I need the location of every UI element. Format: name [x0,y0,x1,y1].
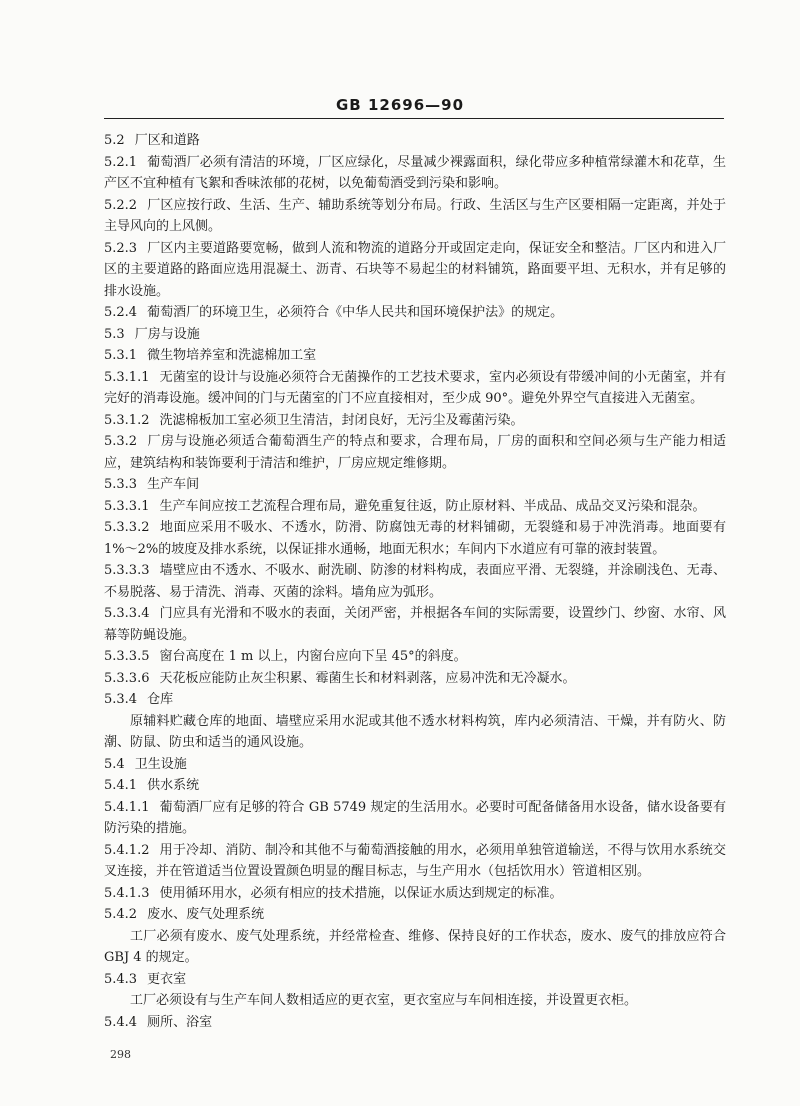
section-text: 葡萄酒厂应有足够的符合 GB 5749 规定的生活用水。必要时可配备储备用水设备，储水设备要有防污染的措施。 [104,799,726,836]
section-paragraph [104,603,726,646]
section-text: 厕所、浴室 [147,1014,213,1030]
section-text: 工厂必须设有与生产车间人数相适应的更衣室，更衣室应与车间相连接，并设置更衣柜。 [130,993,638,1008]
section-paragraph [104,990,726,1012]
section-paragraph [104,926,726,969]
section-number: 5.3.4 [104,692,138,707]
section-text: 窗台高度在 1 m 以上，内窗台应向下呈 45°的斜度。 [159,649,467,664]
section-number: 5.3 [104,326,125,342]
section-paragraph [104,1012,726,1034]
section-paragraph [104,711,726,754]
section-number: 5.3.1 [104,348,138,363]
section-text: 厂区应按行政、生活、生产、辅助系统等划分布局。行政、生活区与生产区要相隔一定距离，并处于主导风向的上风侧。 [104,197,726,234]
section-text: 生产车间应按工艺流程合理布局，避免重复往返，防止原材料、半成品、成品交叉污染和混杂。 [159,498,706,514]
section-number: 5.4.1.3 [104,885,150,901]
section-text: 天花板应能防止灰尘积累、霉菌生长和材料剥落，应易冲洗和无冷凝水。 [159,670,576,686]
section-number: 5.4.1 [104,778,138,793]
section-paragraph [104,689,726,711]
section-paragraph [104,496,726,518]
section-text: 厂房与设施 [134,326,200,342]
section-text: 更衣室 [147,971,187,987]
page-number: 298 [110,1048,131,1061]
section-paragraph [104,668,726,690]
section-number: 5.3.1.1 [104,369,150,385]
section-number: 5.4.1.1 [104,799,150,815]
section-text: 用于冷却、消防、制冷和其他不与葡萄酒接触的用水，必须用单独管道输送，不得与饮用水系统交叉连接，并在管道适当位置设置颜色明显的醒目标志，与生产用水（包括饮用水）管道相区别。 [104,842,726,879]
section-number: 5.4 [104,756,125,772]
section-number: 5.3.3.2 [104,520,150,535]
section-number: 5.3.2 [104,434,138,449]
section-number: 5.3.1.2 [104,412,150,428]
section-paragraph [104,840,726,883]
section-number: 5.2.3 [104,240,138,256]
section-text: 原辅料贮藏仓库的地面、墙壁应采用水泥或其他不透水材料构筑，库内必须清洁、干燥，并有防火、防潮、防鼠、防虫和适当的通风设施。 [104,713,726,750]
section-number: 5.3.3.6 [104,670,150,686]
section-paragraph [104,324,726,346]
section-paragraph [104,646,726,668]
section-paragraph [104,152,726,195]
document-body [104,130,726,1033]
section-paragraph [104,130,726,152]
header-rule [104,118,724,119]
section-text: 地面应采用不吸水、不透水，防滑、防腐蚀无毒的材料铺砌，无裂缝和易于冲洗消毒。地面要有1%～2%的坡度及排水系统，以保证排水通畅，地面无积水；车间内下水道应有可靠的液封装置。 [104,520,726,557]
section-paragraph [104,474,726,496]
section-paragraph [104,410,726,432]
section-text: 门应具有光滑和不吸水的表面，关闭严密，并根据各车间的实际需要，设置纱门、纱窗、水帘、风幕等防蝇设施。 [104,606,726,643]
section-number: 5.2.2 [104,197,138,213]
section-number: 5.3.3.3 [104,563,150,578]
section-paragraph [104,238,726,303]
section-number: 5.3.3.5 [104,649,150,664]
section-text: 供水系统 [147,778,200,793]
section-paragraph [104,345,726,367]
section-paragraph [104,797,726,840]
section-number: 5.3.3.4 [104,606,150,621]
section-paragraph [104,517,726,560]
section-text: 厂区和道路 [134,133,200,148]
section-text: 葡萄酒厂的环境卫生，必须符合《中华人民共和国环境保护法》的规定。 [147,305,564,320]
section-paragraph [104,883,726,905]
section-paragraph [104,775,726,797]
section-paragraph [104,560,726,603]
section-number: 5.4.4 [104,1014,138,1030]
section-text: 洗滤棉板加工室必须卫生清洁，封闭良好，无污尘及霉菌污染。 [159,412,524,428]
section-number: 5.2.4 [104,305,138,320]
standard-number-header: GB 12696—90 [335,96,465,114]
section-paragraph [104,431,726,474]
section-text: 工厂必须有废水、废气处理系统，并经常检查、维修、保持良好的工作状态，废水、废气的排放应符合 GBJ 4 的规定。 [104,928,726,965]
section-text: 使用循环用水，必须有相应的技术措施，以保证水质达到规定的标准。 [159,885,563,901]
section-number: 5.3.3.1 [104,498,150,514]
section-text: 无菌室的设计与设施必须符合无菌操作的工艺技术要求，室内必须设有带缓冲间的小无菌室，并有完好的消毒设施。缓冲间的门与无菌室的门不应直接相对，至少成 90°。避免外界空气直接进入无菌室。 [104,369,726,406]
section-text: 卫生设施 [134,756,187,772]
section-paragraph [104,367,726,410]
section-number: 5.2.1 [104,154,138,170]
section-text: 厂区内主要道路要宽畅，做到人流和物流的道路分开或固定走向，保证安全和整洁。厂区内和进入厂区的主要道路的路面应选用混凝土、沥青、石块等不易起尘的材料铺筑，路面要平坦、无积水，并有足够的排水设施。 [104,240,726,299]
section-text: 生产车间 [147,477,200,492]
section-paragraph [104,302,726,324]
section-paragraph [104,969,726,991]
section-number: 5.2 [104,133,125,148]
section-number: 5.4.1.2 [104,842,150,858]
section-text: 废水、废气处理系统 [147,907,265,922]
section-number: 5.4.3 [104,971,138,987]
section-text: 葡萄酒厂必须有清洁的环境，厂区应绿化，尽量减少裸露面积，绿化带应多种植常绿灌木和花草，生产区不宜种植有飞絮和香味浓郁的花树，以免葡萄酒受到污染和影响。 [104,154,726,191]
section-number: 5.3.3 [104,477,138,492]
section-paragraph [104,754,726,776]
section-text: 厂房与设施必须适合葡萄酒生产的特点和要求，合理布局，厂房的面积和空间必须与生产能力相适应，建筑结构和装饰要利于清洁和维护，厂房应规定维修期。 [104,434,726,471]
section-paragraph [104,195,726,238]
section-text: 墙壁应由不透水、不吸水、耐洗刷、防渗的材料构成，表面应平滑、无裂缝，并涂刷浅色、无毒、不易脱落、易于清洗、消毒、灭菌的涂料。墙角应为弧形。 [104,563,726,600]
section-number: 5.4.2 [104,907,138,922]
section-text: 仓库 [147,692,174,707]
section-text: 微生物培养室和洗滤棉加工室 [147,348,317,363]
section-paragraph [104,904,726,926]
